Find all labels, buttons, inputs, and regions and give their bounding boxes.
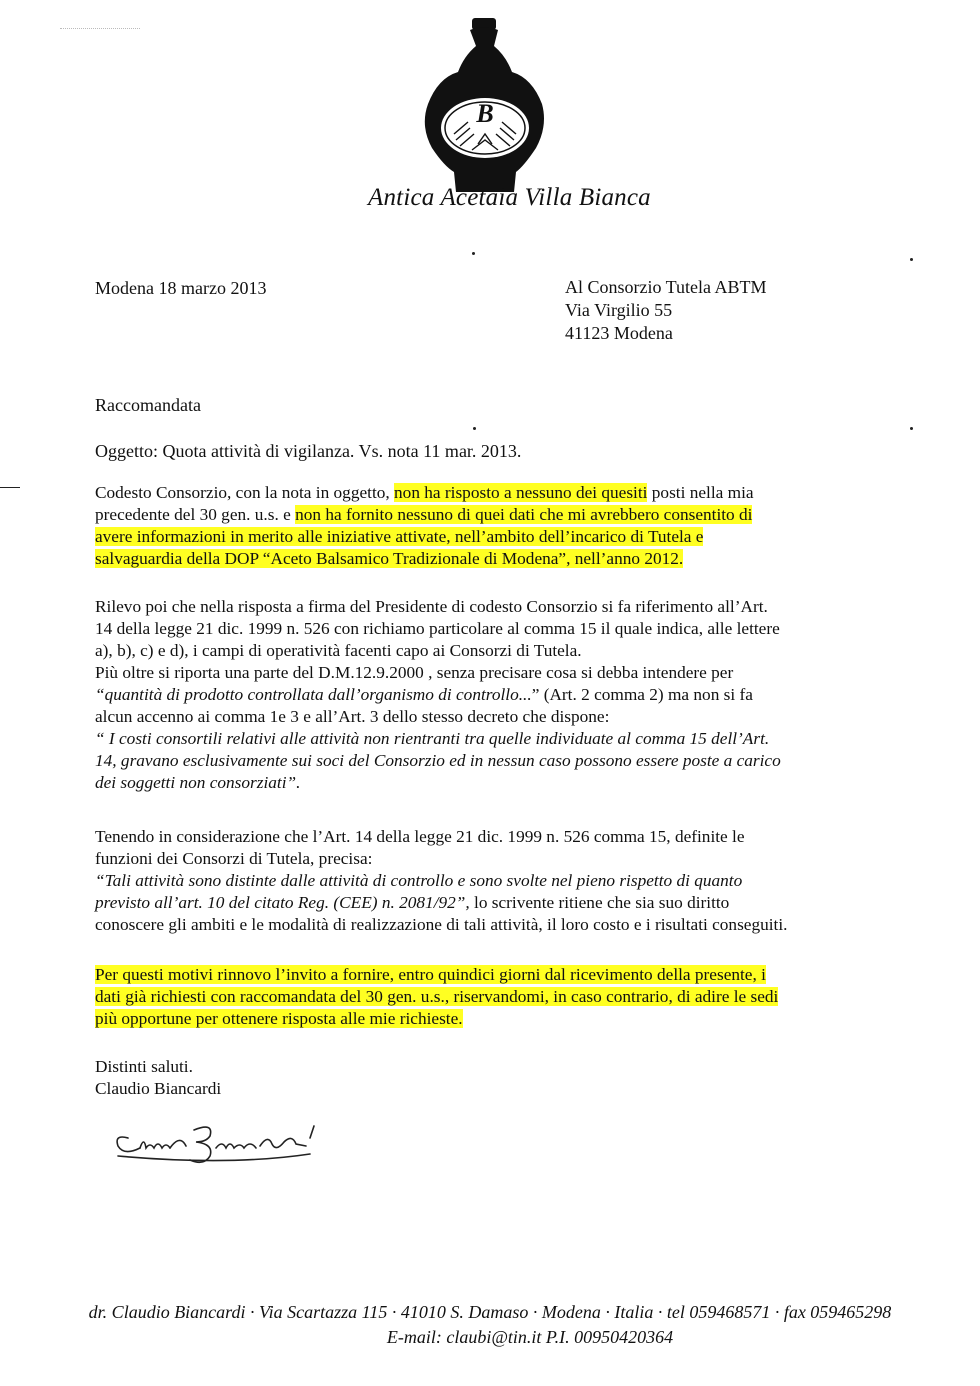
margin-mark <box>0 487 20 488</box>
highlighted-text: più opportune per ottenere risposta alle mie richieste. <box>95 1009 463 1028</box>
quoted-line: “Tali attività sono distinte dalle attività di controllo e sono svolte nel pieno rispetto di quanto <box>95 871 743 890</box>
highlighted-text: dati già richiesti con raccomandata del 30 gen. u.s., riservandomi, in caso contrario, di adire le sedi <box>95 987 779 1006</box>
quoted-line: 14, gravano esclusivamente sui soci del Consorzio ed in nessun caso possono essere poste a carico <box>95 751 781 770</box>
scan-speck <box>473 427 476 430</box>
letter-date: Modena 18 marzo 2013 <box>95 278 267 298</box>
salutation: Distinti saluti. <box>95 1057 193 1076</box>
quoted-line: dei soggetti non consorziati”. <box>95 773 301 792</box>
paragraph-line: funzioni dei Consorzi di Tutela, precisa: <box>95 849 373 868</box>
recipient-line: Al Consorzio Tutela ABTM <box>565 277 767 297</box>
paragraph-line: conoscere gli ambiti e le modalità di realizzazione di tali attività, il loro costo e i risultati conseguiti. <box>95 915 788 934</box>
highlighted-text: non ha risposto a nessuno dei quesiti <box>394 483 648 502</box>
scan-speck <box>910 258 913 261</box>
registered-mail-label: Raccomandata <box>95 395 201 415</box>
footer-contact-line: dr. Claudio Biancardi · Via Scartazza 115 · 41010 S. Damaso · Modena · Italia · tel 059468571 · fax 059465298 <box>88 1302 892 1322</box>
paragraph-line: 14 della legge 21 dic. 1999 n. 526 con richiamo particolare al comma 15 il quale indica, alle lettere <box>95 619 780 638</box>
scan-mark <box>60 28 140 29</box>
paragraph-line <box>95 526 754 548</box>
quoted-line: “ I costi consortili relativi alle attività non rientranti tra quelle individuate al comma 15 dell’Art. <box>95 729 770 748</box>
handwritten-signature <box>110 1112 340 1172</box>
paragraph-line: Tenendo in considerazione che l’Art. 14 della legge 21 dic. 1999 n. 526 comma 15, definite le <box>95 827 745 846</box>
paragraph-line: Codesto Consorzio, con la nota in oggetto, non ha risposto a nessuno dei quesiti posti nella mia <box>95 483 754 502</box>
footer-email-line: E-mail: claubi@tin.it P.I. 00950420364 <box>386 1327 674 1347</box>
paragraph-line: precedente del 30 gen. u.s. e non ha fornito nessuno di quei dati che mi avrebbero consentito di <box>95 505 753 524</box>
paragraph-line <box>95 1008 778 1030</box>
bottle-logo-icon <box>420 16 550 196</box>
paragraph-3 <box>95 826 787 936</box>
recipient-line: 41123 Modena <box>565 323 673 343</box>
recipient-line: Via Virgilio 55 <box>565 300 673 320</box>
paragraph-1 <box>95 482 754 570</box>
paragraph-line: Più oltre si riporta una parte del D.M.12.9.2000 , senza precisare cosa si debba intendere per <box>95 663 734 682</box>
signer-name: Claudio Biancardi <box>95 1079 222 1098</box>
highlighted-text: Per questi motivi rinnovo l’invito a fornire, entro quindici giorni dal ricevimento della presente, i <box>95 965 766 984</box>
highlighted-text: salvaguardia della DOP “Aceto Balsamico Tradizionale di Modena”, nell’anno 2012. <box>95 549 684 568</box>
paragraph-2 <box>95 596 781 794</box>
recipient-address <box>565 276 767 345</box>
subject-line: Oggetto: Quota attività di vigilanza. Vs. nota 11 mar. 2013. <box>95 441 522 461</box>
paragraph-line <box>95 548 754 570</box>
paragraph-line: alcun accenno ai comma 1e 3 e all’Art. 3 dello stesso decreto che dispone: <box>95 707 610 726</box>
paragraph-4 <box>95 964 778 1030</box>
logo-monogram: B <box>476 99 494 128</box>
closing <box>95 1056 221 1100</box>
scan-speck <box>472 252 475 255</box>
paragraph-line: Rilevo poi che nella risposta a firma del Presidente di codesto Consorzio si fa riferimento all’Art. <box>95 597 768 616</box>
brand-name: Antica Acetaia Villa Bianca <box>368 184 651 211</box>
paragraph-line: “quantità di prodotto controllata dall’organismo di controllo...” (Art. 2 comma 2) ma non si fa <box>95 685 753 704</box>
paragraph-line: a), b), c) e d), i campi di operatività facenti capo ai Consorzi di Tutela. <box>95 641 582 660</box>
highlighted-text: non ha fornito nessuno di quei dati che mi avrebbero consentito di <box>295 505 753 524</box>
paragraph-line: previsto all’art. 10 del citato Reg. (CEE) n. 2081/92”, lo scrivente ritiene che sia suo diritto <box>95 893 730 912</box>
paragraph-line <box>95 986 778 1008</box>
paragraph-line <box>95 964 778 986</box>
scan-speck <box>910 427 913 430</box>
highlighted-text: avere informazioni in merito alle iniziative attivate, nell’ambito dell’incarico di Tutela e <box>95 527 704 546</box>
